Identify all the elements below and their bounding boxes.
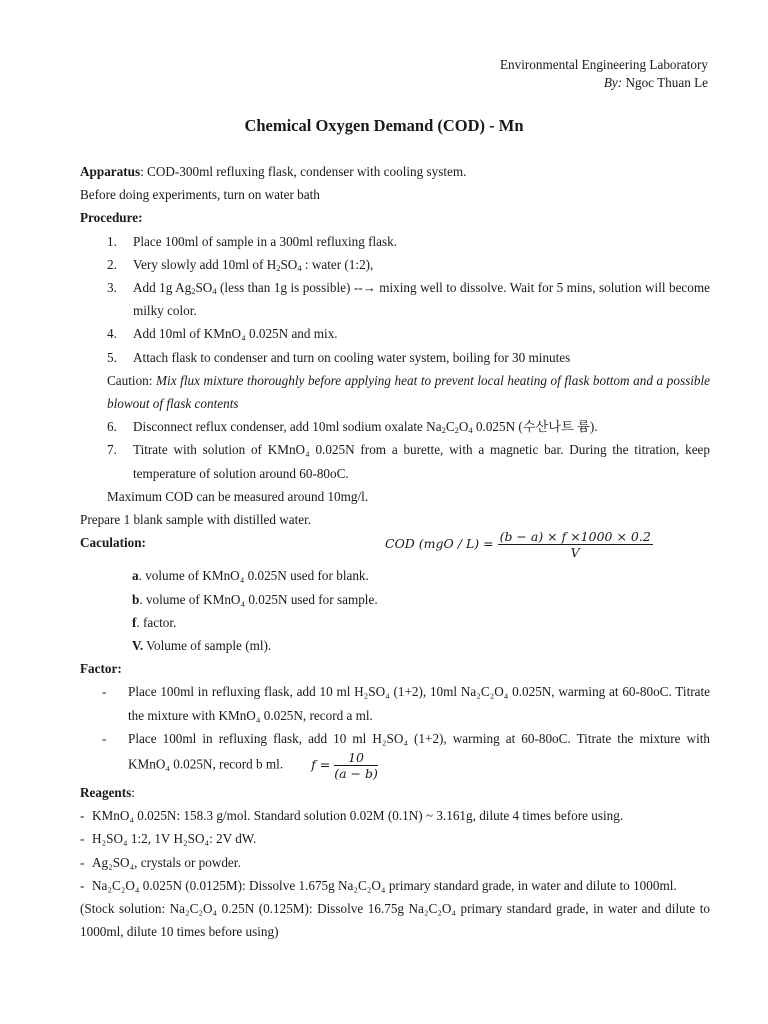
caution-note: Caution: Mix flux mixture thoroughly before applying heat to prevent local heating of flask bottom and a possible blowout of flask contents: [107, 372, 710, 412]
reagent-item: - Na₂C₂O₄ 0.025N (0.0125M): Dissolve 1.675g Na₂C₂O₄ primary standard grade, in water and dilute to 1000ml.: [80, 877, 677, 893]
procedure-step-5: 5. Attach flask to condenser and turn on cooling water system, boiling for 30 minutes: [107, 349, 571, 365]
definition-a: a. volume of KMnO₄ 0.025N used for blank.: [132, 568, 369, 584]
procedure-step-6: 6. Disconnect reflux condenser, add 10ml sodium oxalate $Na_2C_2O_4$ 0.025N (수산나트 륨).: [107, 419, 598, 436]
lab-name: Environmental Engineering Laboratory: [500, 57, 708, 72]
factor-heading: Factor:: [80, 661, 122, 677]
max-cod-note: Maximum COD can be measured around 10mg/l.: [107, 488, 369, 504]
procedure-step-4: 4. Add 10ml of KMnO₄ 0.025N and mix.: [107, 326, 338, 342]
calculation-heading: Caculation:: [80, 535, 146, 551]
procedure-step-7: 7. Titrate with solution of KMnO₄ 0.025N from a burette, with a magnetic bar. During the titration, keep temperature of solution around 60-80oC.: [107, 442, 710, 481]
procedure-step-1: 1. Place 100ml of sample in a 300ml refluxing flask.: [107, 233, 398, 249]
reagent-item: - H₂SO₄ 1:2, 1V H₂SO₄: 2V dW.: [80, 831, 257, 847]
calculation-row: [80, 529, 710, 561]
definition-v: V. Volume of sample (ml).: [132, 638, 272, 654]
definition-b: b. volume of KMnO₄ 0.025N used for sample.: [132, 591, 378, 607]
reagent-item: - Ag₂SO₄, crystals or powder.: [80, 854, 241, 870]
apparatus-line: Apparatus: COD-300ml refluxing flask, condenser with cooling system.: [80, 164, 467, 179]
procedure-heading: Procedure:: [80, 210, 143, 226]
factor-item-2: - Place 100ml in refluxing flask, add 10 ml H₂SO₄ (1+2), warming at 60-80oC. Titrate the mixture with KMnO₄ 0.025N, record b ml. f = $\frac{10}{(a - b)}$: [102, 730, 710, 782]
page-title: Chemical Oxygen Demand (COD) - Mn: [244, 116, 524, 135]
blank-note: Prepare 1 blank sample with distilled water.: [80, 512, 312, 528]
factor-formula: f = $\frac{10}{(a - b)}$: [311, 750, 378, 782]
stock-solution-note: (Stock solution: Na₂C₂O₄ 0.25N (0.125M): Dissolve 16.75g Na₂C₂O₄ primary standard grade, in water and dilute to 1000ml, dilute 10 times before using): [80, 901, 710, 940]
procedure-step-2: 2. Very slowly add 10ml of $H_2SO_4$ : water (1:2),: [107, 256, 374, 273]
reagent-item: - KMnO₄ 0.025N: 158.3 g/mol. Standard solution 0.02M (0.1N) ~ 3.161g, dilute 4 times before using.: [80, 808, 624, 824]
author-line: By: Ngoc Thuan Le: [603, 75, 708, 90]
document-body: [80, 160, 710, 943]
reagents-heading: Reagents:: [80, 785, 135, 801]
before-note: Before doing experiments, turn on water bath: [80, 187, 320, 203]
cod-formula: COD (mgO / L) = $\frac{(b - a) \times f \times 1000 \times 0.2}{V}$: [385, 529, 651, 561]
definition-f: f. factor.: [132, 614, 177, 630]
factor-item-1: - Place 100ml in refluxing flask, add 10 ml H₂SO₄ (1+2), 10ml Na₂C₂O₄ 0.025N, warming at 60-80oC. Titrate the mixture with KMnO₄ 0.025N, record a ml.: [102, 684, 710, 723]
procedure-step-3: 3. Add 1g $Ag_2SO_4$ (less than 1g is possible) --→ mixing well to dissolve. Wait for 5 mins, solution will become milky color.: [107, 280, 710, 319]
